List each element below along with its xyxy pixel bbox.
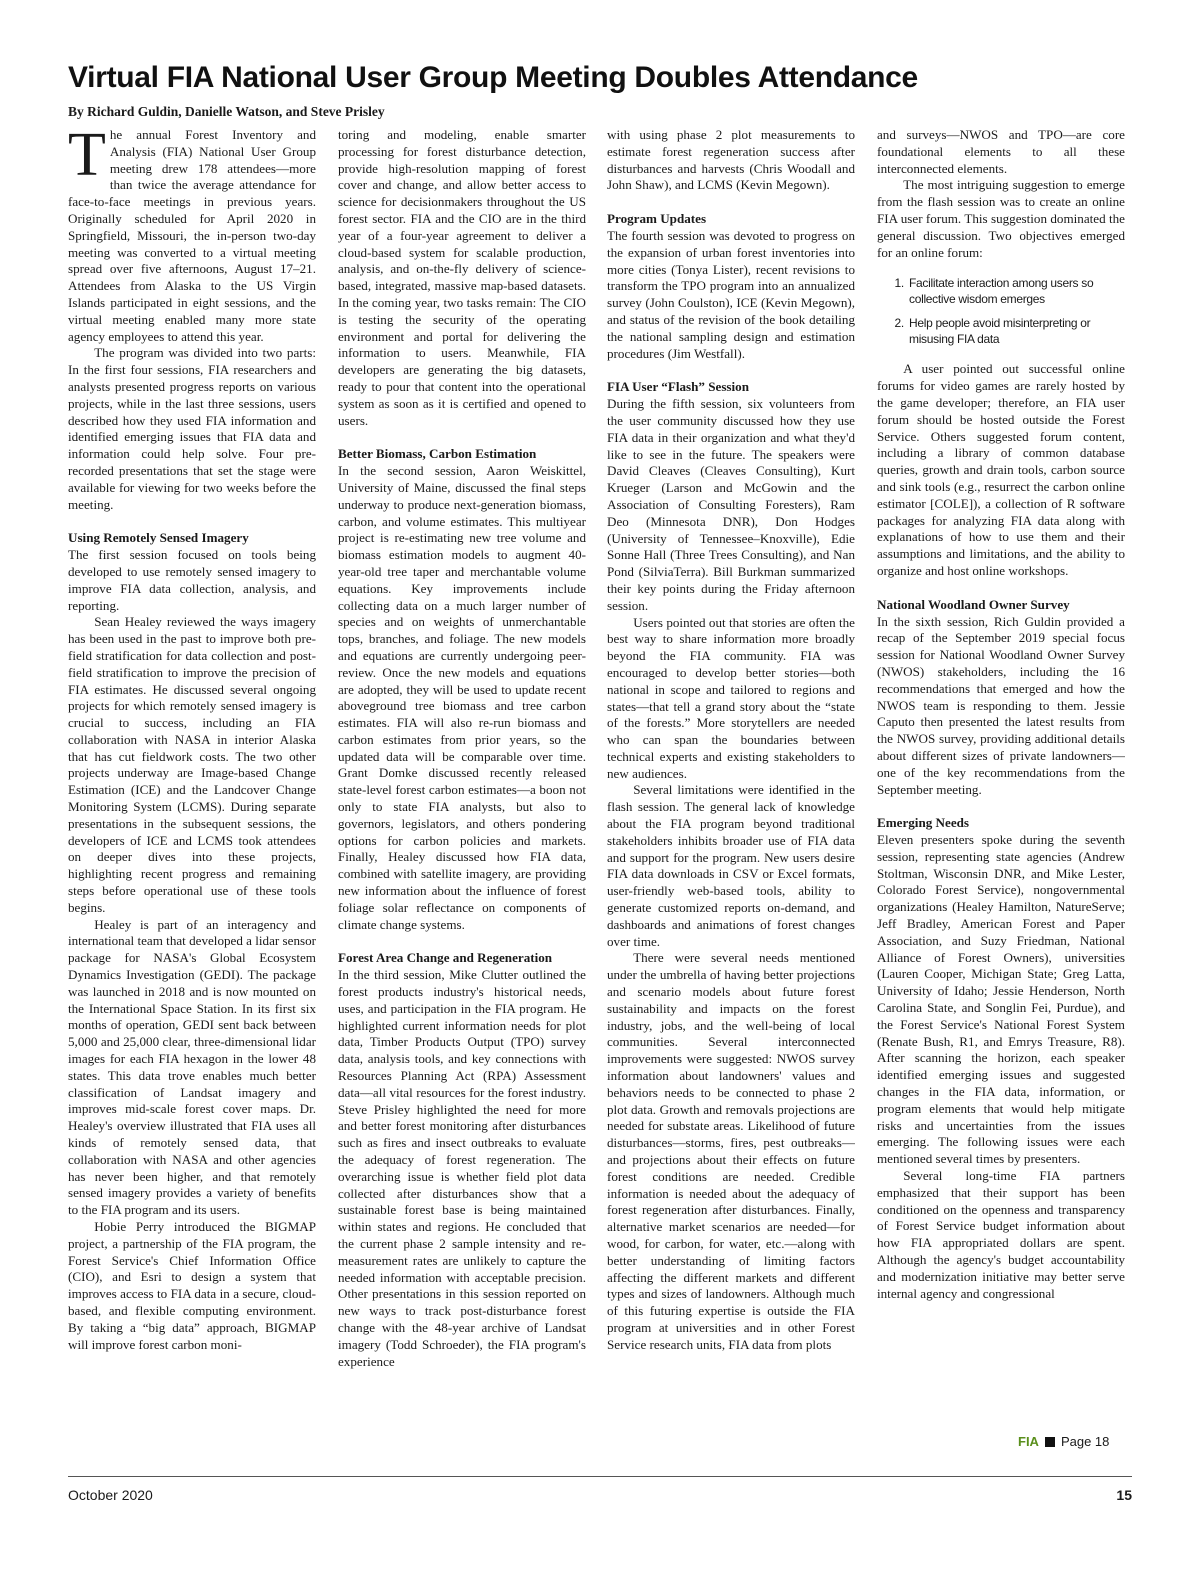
footer-date: October 2020: [68, 1487, 153, 1503]
drop-cap: T: [68, 127, 106, 189]
paragraph: The program was divided into two parts: In the first four sessions, FIA researchers and analysts presented progress reports on various projects, while in the last three sessions, users described how they used FIA information and identified emerging issues that FIA data and information could help solve. Four pre-recorded presentations that set the stage were available for viewing for two weeks before the meeting.: [68, 345, 316, 512]
paragraph: Sean Healey reviewed the ways imagery has been used in the past to improve both pre-field stratification for data collection and post-field stratification to improve the precision of FIA estimates. He discussed several ongoing projects for which remotely sensed imagery is crucial to success, including an FIA collaboration with NASA in interior Alaska that has cut fieldwork costs. The two other projects underway are Image-based Change Estimation (ICE) and the Landcover Change Monitoring System (LCMS). During separate presentations in the subsequent sessions, the developers of ICE and LCMS took attendees on deeper dives into these projects, highlighting recent progress and remaining steps before operational use of these tools begins.: [68, 614, 316, 915]
square-bullet-icon: [1045, 1437, 1055, 1447]
paragraph: A user pointed out successful online forums for video games are rarely hosted by the game developer; therefore, an FIA user forum should be hosted outside the Forest Service. Others suggested forum content, including a library of common database queries, growth and drain tools, carbon source and sink tools (e.g., resurrect the carbon online estimator [COLE]), a collection of R software packages for analyzing FIA data along with explanations of how to use them and their assumptions and limitations, and the ability to organize and host online workshops.: [877, 361, 1125, 578]
section-heading-flash-session: FIA User “Flash” Session: [607, 379, 749, 395]
column-4: [877, 127, 1125, 1457]
paragraph: Eleven presenters spoke during the seventh session, representing state agencies (Andrew Stoltman, Wisconsin DNR, and Mike Lester, Colorado Forest Service), nongovernmental organizations (Healey Hamilton, NatureServe; Jeff Bradley, American Forest and Paper Association, and Suzy Friedman, National Alliance of Forest Owners), universities (Lauren Cooper, Michigan State; Greg Latta, University of Idaho; Jessie Henderson, North Carolina State, and Songlin Fei, Purdue), and the Forest Service's National Forest System (Renate Bush, R1, and Emrys Treasure, R8). After scanning the horizon, each speaker identified emerging issues and suggested changes in the FIA data, information, or program elements that would help mitigate risks and uncertainties from the issues emerging. The following issues were each mentioned several times by presenters.: [877, 832, 1125, 1167]
paragraph: The first session focused on tools being developed to use remotely sensed imagery to improve FIA data collection, analysis, and reporting.: [68, 547, 316, 613]
paragraph: In the second session, Aaron Weiskittel, University of Maine, discussed the final steps underway to produce next-generation biomass, carbon, and volume estimates. This multiyear project is re-estimating new tree volume and biomass estimation models to augment 40-year-old tree taper and merchantable volume equations. Key improvements include collecting data on a much larger number of species and on weights of unmerchantable tops, branches, and foliage. The new models and equations are currently undergoing peer-review. Once the new models and equations are adopted, they will be used to update recent aboveground tree biomass and tree carbon estimates. FIA will also re-run biomass and carbon estimates from prior years, so the updated data will be comparable over time. Grant Domke discussed recently released state-level forest carbon estimates—a boon not only to state FIA analysts, but also to governors, legislators, and others pondering options for carbon policies and markets. Finally, Healey discussed how FIA data, combined with satellite imagery, are providing new information about the influence of forest foliage solar reflectance on components of climate change systems.: [338, 463, 586, 932]
paragraph: Users pointed out that stories are often the best way to share information more broadly beyond the FIA community. FIA was encouraged to develop better stories—both national in scope and tailored to regions and states—that tell a grand story about the “state of the forests.” More storytellers are needed who can span the boundaries between technical experts and existing stakeholders to new audiences.: [607, 614, 855, 781]
paragraph: and surveys—NWOS and TPO—are core foundational elements to all these interconnected elements.: [877, 127, 1125, 176]
objectives-list: [877, 275, 1125, 347]
jump-page: Page 18: [1060, 1434, 1110, 1449]
jump-brand: FIA: [1018, 1434, 1039, 1449]
byline: By Richard Guldin, Danielle Watson, and Steve Prisley: [68, 104, 385, 119]
paragraph: The annual Forest Inventory and Analysis (FIA) National User Group meeting drew 178 attendees—more than twice the average attendance for face-to-face meetings in previous years. Originally scheduled for April 2020 in Springfield, Missouri, the in-person two-day meeting was converted to a virtual meeting spread over five afternoons, August 17–21. Attendees from Alaska to the US Virgin Islands participated in eight sessions, and the virtual meeting enabled many more state agency employees to attend this year.: [68, 127, 316, 344]
paragraph: In the third session, Mike Clutter outlined the forest products industry's historical needs, uses, and participation in the FIA program. He highlighted current information needs for plot data, Timber Products Output (TPO) survey data, analysis tools, and key connections with Resources Planning Act (RPA) Assessment data—all vital resources for the forest industry. Steve Prisley highlighted the need for more and better forest monitoring after disturbances such as fires and insect outbreaks to evaluate the adequacy of forest regeneration. The overarching issue is whether field plot data collected after disturbances show that a sustainable forest base is being maintained within states and regions. He concluded that the current phase 2 sample intensity and re-measurement rates are unlikely to capture the needed information with acceptable precision. Other presentations in this session reported on new ways to track post-disturbance forest change with the 48-year archive of Landsat imagery (Todd Schroeder), the FIA program's experience: [338, 967, 586, 1369]
section-heading-nwos: National Woodland Owner Survey: [877, 596, 1070, 612]
footer-rule: [68, 1476, 1132, 1477]
footer-page-number: 15: [1116, 1487, 1132, 1503]
section-heading-remote-sensing: Using Remotely Sensed Imagery: [68, 530, 249, 546]
paragraph: Hobie Perry introduced the BIGMAP project, a partnership of the FIA program, the Forest Service's Chief Information Office (CIO), and Esri to design a system that improves access to FIA data in a secure, cloud-based, and flexible computing environment. By taking a “big data” approach, BIGMAP will improve forest carbon moni-: [68, 1219, 316, 1352]
column-3: [607, 127, 855, 1457]
section-heading-biomass: Better Biomass, Carbon Estimation: [338, 446, 537, 462]
paragraph: The most intriguing suggestion to emerge from the flash session was to create an online FIA user forum. This suggestion dominated the general discussion. Two objectives emerged for an online forum:: [877, 177, 1125, 260]
continued-on-page-link[interactable]: [1018, 1433, 1109, 1450]
paragraph: toring and modeling, enable smarter processing for forest disturbance detection, provide high-resolution mapping of forest cover and change, and allow better access to science for decisionmakers throughout the US forest sector. FIA and the CIO are in the third year of a four-year agreement to deliver a cloud-based system for scalable production, analysis, and on-the-fly delivery of science-based, integrated, massive map-based datasets. In the coming year, two tasks remain: The CIO is testing the security of the operating environment and portal for delivering the information to users. Meanwhile, FIA developers are generating the big datasets, ready to pour that content into the operational system as soon as it is certified and opened to users.: [338, 127, 586, 428]
paragraph: Several long-time FIA partners emphasized that their support has been conditioned on the openness and transparency of Forest Service budget information about how FIA appropriated dollars are spent. Although the agency's budget accountability and modernization initiative may better serve internal agency and congressional: [877, 1168, 1125, 1301]
column-2: [338, 127, 586, 1457]
section-heading-emerging-needs: Emerging Needs: [877, 815, 970, 831]
paragraph: The fourth session was devoted to progress on the expansion of urban forest inventories into more cities (Tonya Lister), recent revisions to transform the TPO program into an annualized survey (John Coulston), ICE (Kevin Megown), and status of the revision of the book detailing the national sampling design and estimation procedures (Jim Westfall).: [607, 227, 855, 361]
list-item: 2. Help people avoid misinterpreting or misusing FIA data: [907, 315, 1125, 347]
paragraph: During the fifth session, six volunteers from the user community discussed how they use FIA data in their organization and what they'd like to see in the future. The speakers were David Cleaves (Cleaves Consulting), Kurt Krueger (Larson and McGowin and the Association of Consulting Foresters), Ram Deo (Minnesota DNR), Don Hodges (University of Tennessee–Knoxville), Edie Sonne Hall (Three Trees Consulting), and Nan Pond (SilviaTerra). Bill Burkman summarized their key points during the Friday afternoon session.: [607, 396, 855, 613]
list-item: 1. Facilitate interaction among users so collective wisdom emerges: [907, 275, 1125, 307]
paragraph: There were several needs mentioned under the umbrella of having better projections and scenario models about future forest sustainability and impacts on the forest industry, jobs, and the well-being of local communities. Several interconnected improvements were suggested: NWOS survey information about landowners' values and behaviors needs to be connected to phase 2 plot data. Growth and removals projections are needed for substate areas. Likelihood of future disturbances—storms, fires, pest outbreaks—and projections about their effects on future forest conditions are needed. Credible information is needed about the adequacy of forest regeneration after disturbances. Finally, alternative market scenarios are needed—for wood, for carbon, for water, etc.—along with better understanding of limiting factors affecting the different markets and different types and sizes of landowners. Although much of this futuring expertise is outside the FIA program at universities and in other Forest Service research units, FIA data from plots: [607, 950, 855, 1352]
paragraph: Several limitations were identified in the flash session. The general lack of knowledge about the FIA program beyond traditional stakeholders inhibits broader use of FIA data and support for the program. New users desire FIA data downloads in CSV or Excel formats, user-friendly web-based tools, ability to generate customized reports on-demand, and dashboards and animations of forest changes over time.: [607, 782, 855, 949]
section-heading-forest-area: Forest Area Change and Regeneration: [338, 950, 553, 966]
paragraph: In the sixth session, Rich Guldin provided a recap of the September 2019 special focus session for National Woodland Owner Survey (NWOS) stakeholders, including the 16 recommendations that emerged and how the NWOS team is responding to them. Jessie Caputo then presented the latest results from the NWOS survey, providing additional details about different sizes of private landowners—one of the key recommendations from the September meeting.: [877, 613, 1125, 797]
article-title: Virtual FIA National User Group Meeting Doubles Attendance: [68, 61, 918, 94]
section-heading-program-updates: Program Updates: [607, 211, 707, 227]
column-1: [68, 127, 316, 1457]
paragraph: with using phase 2 plot measurements to estimate forest regeneration success after disturbances and harvests (Chris Woodall and John Shaw), and LCMS (Kevin Megown).: [607, 127, 855, 193]
paragraph: Healey is part of an interagency and international team that developed a lidar sensor package for NASA's Global Ecosystem Dynamics Investigation (GEDI). The package was launched in 2018 and is now mounted on the International Space Station. In its first six months of operation, GEDI sent back between 5,000 and 25,000 clear, three-dimensional lidar images for each FIA hexagon in the lower 48 states. This data trove enables much better classification of Landsat imagery and improves mid-scale forest cover maps. Dr. Healey's overview illustrated that FIA uses all kinds of remotely sensed data, that collaboration with NASA and other agencies has never been higher, and that remotely sensed imagery provides a variety of benefits to the FIA program and its users.: [68, 916, 316, 1218]
